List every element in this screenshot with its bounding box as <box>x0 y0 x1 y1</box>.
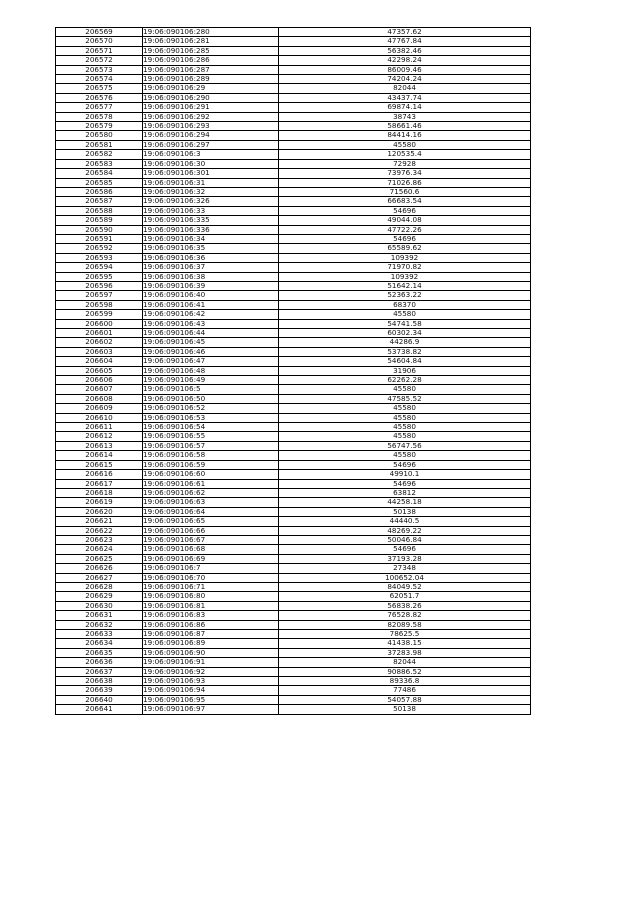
row-number-cell: 206629 <box>56 592 143 601</box>
row-number-cell: 206622 <box>56 526 143 535</box>
value-cell: 49044.08 <box>279 216 531 225</box>
table-row <box>56 582 531 591</box>
cadastral-number-cell: 19:06:090106:58 <box>143 451 279 460</box>
cadastral-number-cell: 19:06:090106:61 <box>143 479 279 488</box>
table-row <box>56 479 531 488</box>
row-number-cell: 206635 <box>56 648 143 657</box>
table-row <box>56 686 531 695</box>
table-row <box>56 498 531 507</box>
row-number-cell: 206586 <box>56 187 143 196</box>
row-number-cell: 206590 <box>56 225 143 234</box>
row-number-cell: 206639 <box>56 686 143 695</box>
row-number-cell: 206619 <box>56 498 143 507</box>
cadastral-number-cell: 19:06:090106:50 <box>143 394 279 403</box>
cadastral-number-cell: 19:06:090106:35 <box>143 244 279 253</box>
value-cell: 50138 <box>279 507 531 516</box>
table-row <box>56 677 531 686</box>
row-number-cell: 206569 <box>56 28 143 37</box>
value-cell: 109392 <box>279 253 531 262</box>
cadastral-number-cell: 19:06:090106:336 <box>143 225 279 234</box>
row-number-cell: 206576 <box>56 93 143 102</box>
table-row <box>56 404 531 413</box>
row-number-cell: 206614 <box>56 451 143 460</box>
value-cell: 47722.26 <box>279 225 531 234</box>
row-number-cell: 206613 <box>56 441 143 450</box>
table-row <box>56 517 531 526</box>
cadastral-number-cell: 19:06:090106:286 <box>143 56 279 65</box>
row-number-cell: 206587 <box>56 197 143 206</box>
cadastral-number-cell: 19:06:090106:92 <box>143 667 279 676</box>
value-cell: 68370 <box>279 300 531 309</box>
value-cell: 45580 <box>279 432 531 441</box>
value-cell: 71026.86 <box>279 178 531 187</box>
cadastral-number-cell: 19:06:090106:285 <box>143 46 279 55</box>
cadastral-number-cell: 19:06:090106:44 <box>143 329 279 338</box>
cadastral-number-cell: 19:06:090106:39 <box>143 281 279 290</box>
table-row <box>56 169 531 178</box>
table-row <box>56 347 531 356</box>
table-row <box>56 84 531 93</box>
cadastral-number-cell: 19:06:090106:291 <box>143 103 279 112</box>
table-row <box>56 281 531 290</box>
row-number-cell: 206588 <box>56 206 143 215</box>
cadastral-number-cell: 19:06:090106:65 <box>143 517 279 526</box>
table-row <box>56 526 531 535</box>
cadastral-number-cell: 19:06:090106:33 <box>143 206 279 215</box>
cadastral-number-cell: 19:06:090106:41 <box>143 300 279 309</box>
row-number-cell: 206603 <box>56 347 143 356</box>
cadastral-number-cell: 19:06:090106:81 <box>143 601 279 610</box>
value-cell: 27348 <box>279 564 531 573</box>
value-cell: 54696 <box>279 479 531 488</box>
table-row <box>56 705 531 714</box>
cadastral-number-cell: 19:06:090106:97 <box>143 705 279 714</box>
cadastral-number-cell: 19:06:090106:57 <box>143 441 279 450</box>
value-cell: 43437.74 <box>279 93 531 102</box>
value-cell: 82089.58 <box>279 620 531 629</box>
cadastral-number-cell: 19:06:090106:5 <box>143 385 279 394</box>
table-row <box>56 470 531 479</box>
table-row <box>56 695 531 704</box>
table-row <box>56 93 531 102</box>
table-row <box>56 187 531 196</box>
value-cell: 42298.24 <box>279 56 531 65</box>
row-number-cell: 206624 <box>56 545 143 554</box>
value-cell: 47357.62 <box>279 28 531 37</box>
cadastral-number-cell: 19:06:090106:3 <box>143 150 279 159</box>
row-number-cell: 206594 <box>56 263 143 272</box>
value-cell: 50138 <box>279 705 531 714</box>
value-cell: 86009.46 <box>279 65 531 74</box>
table-row <box>56 300 531 309</box>
table-row <box>56 554 531 563</box>
row-number-cell: 206628 <box>56 582 143 591</box>
value-cell: 45580 <box>279 451 531 460</box>
value-cell: 120535.4 <box>279 150 531 159</box>
row-number-cell: 206595 <box>56 272 143 281</box>
value-cell: 47767.84 <box>279 37 531 46</box>
cadastral-number-cell: 19:06:090106:301 <box>143 169 279 178</box>
value-cell: 58661.46 <box>279 122 531 131</box>
table-row <box>56 225 531 234</box>
row-number-cell: 206596 <box>56 281 143 290</box>
row-number-cell: 206630 <box>56 601 143 610</box>
table-row <box>56 601 531 610</box>
row-number-cell: 206637 <box>56 667 143 676</box>
cadastral-number-cell: 19:06:090106:37 <box>143 263 279 272</box>
cadastral-number-cell: 19:06:090106:67 <box>143 535 279 544</box>
cadastral-number-cell: 19:06:090106:289 <box>143 75 279 84</box>
table-row <box>56 150 531 159</box>
table-row <box>56 385 531 394</box>
cadastral-number-cell: 19:06:090106:89 <box>143 639 279 648</box>
table-row <box>56 639 531 648</box>
cadastral-number-cell: 19:06:090106:59 <box>143 460 279 469</box>
row-number-cell: 206620 <box>56 507 143 516</box>
row-number-cell: 206634 <box>56 639 143 648</box>
cadastral-number-cell: 19:06:090106:62 <box>143 488 279 497</box>
value-cell: 52363.22 <box>279 291 531 300</box>
cadastral-number-cell: 19:06:090106:63 <box>143 498 279 507</box>
table-row <box>56 507 531 516</box>
table-row <box>56 263 531 272</box>
row-number-cell: 206582 <box>56 150 143 159</box>
value-cell: 47585.52 <box>279 394 531 403</box>
cadastral-number-cell: 19:06:090106:64 <box>143 507 279 516</box>
table-row <box>56 535 531 544</box>
value-cell: 100652.04 <box>279 573 531 582</box>
row-number-cell: 206623 <box>56 535 143 544</box>
table-row <box>56 244 531 253</box>
row-number-cell: 206580 <box>56 131 143 140</box>
cadastral-number-cell: 19:06:090106:68 <box>143 545 279 554</box>
row-number-cell: 206584 <box>56 169 143 178</box>
row-number-cell: 206612 <box>56 432 143 441</box>
cadastral-number-cell: 19:06:090106:297 <box>143 140 279 149</box>
cadastral-number-cell: 19:06:090106:54 <box>143 423 279 432</box>
value-cell: 48269.22 <box>279 526 531 535</box>
value-cell: 54696 <box>279 460 531 469</box>
cadastral-number-cell: 19:06:090106:31 <box>143 178 279 187</box>
row-number-cell: 206578 <box>56 112 143 121</box>
table-row <box>56 545 531 554</box>
table-row <box>56 338 531 347</box>
value-cell: 62051.7 <box>279 592 531 601</box>
value-cell: 54696 <box>279 234 531 243</box>
cadastral-number-cell: 19:06:090106:29 <box>143 84 279 93</box>
value-cell: 41438.15 <box>279 639 531 648</box>
row-number-cell: 206583 <box>56 159 143 168</box>
value-cell: 77486 <box>279 686 531 695</box>
table-row <box>56 159 531 168</box>
table-row <box>56 112 531 121</box>
value-cell: 60302.34 <box>279 329 531 338</box>
row-number-cell: 206599 <box>56 310 143 319</box>
cadastral-number-cell: 19:06:090106:293 <box>143 122 279 131</box>
table-row <box>56 46 531 55</box>
table-row <box>56 611 531 620</box>
cadastral-number-cell: 19:06:090106:281 <box>143 37 279 46</box>
table-row <box>56 658 531 667</box>
cadastral-number-cell: 19:06:090106:91 <box>143 658 279 667</box>
row-number-cell: 206592 <box>56 244 143 253</box>
value-cell: 54696 <box>279 545 531 554</box>
table-row <box>56 75 531 84</box>
table-row <box>56 253 531 262</box>
value-cell: 62262.28 <box>279 376 531 385</box>
row-number-cell: 206581 <box>56 140 143 149</box>
cadastral-number-cell: 19:06:090106:90 <box>143 648 279 657</box>
table-row <box>56 488 531 497</box>
cadastral-number-cell: 19:06:090106:43 <box>143 319 279 328</box>
value-cell: 44286.9 <box>279 338 531 347</box>
row-number-cell: 206626 <box>56 564 143 573</box>
cadastral-number-cell: 19:06:090106:94 <box>143 686 279 695</box>
value-cell: 82044 <box>279 658 531 667</box>
row-number-cell: 206571 <box>56 46 143 55</box>
cadastral-value-table <box>55 27 531 715</box>
value-cell: 37193.28 <box>279 554 531 563</box>
cadastral-number-cell: 19:06:090106:60 <box>143 470 279 479</box>
value-cell: 49910.1 <box>279 470 531 479</box>
table-row <box>56 310 531 319</box>
value-cell: 72928 <box>279 159 531 168</box>
value-cell: 56838.26 <box>279 601 531 610</box>
cadastral-number-cell: 19:06:090106:48 <box>143 366 279 375</box>
row-number-cell: 206618 <box>56 488 143 497</box>
row-number-cell: 206632 <box>56 620 143 629</box>
table-body <box>56 28 531 715</box>
table-row <box>56 319 531 328</box>
row-number-cell: 206600 <box>56 319 143 328</box>
cadastral-number-cell: 19:06:090106:45 <box>143 338 279 347</box>
table-row <box>56 37 531 46</box>
value-cell: 45580 <box>279 413 531 422</box>
row-number-cell: 206617 <box>56 479 143 488</box>
table-row <box>56 65 531 74</box>
row-number-cell: 206641 <box>56 705 143 714</box>
cadastral-number-cell: 19:06:090106:40 <box>143 291 279 300</box>
value-cell: 71560.6 <box>279 187 531 196</box>
table-row <box>56 216 531 225</box>
cadastral-number-cell: 19:06:090106:49 <box>143 376 279 385</box>
table-row <box>56 573 531 582</box>
cadastral-number-cell: 19:06:090106:30 <box>143 159 279 168</box>
cadastral-number-cell: 19:06:090106:36 <box>143 253 279 262</box>
table-row <box>56 413 531 422</box>
row-number-cell: 206606 <box>56 376 143 385</box>
value-cell: 45580 <box>279 404 531 413</box>
value-cell: 90886.52 <box>279 667 531 676</box>
cadastral-number-cell: 19:06:090106:42 <box>143 310 279 319</box>
cadastral-number-cell: 19:06:090106:38 <box>143 272 279 281</box>
cadastral-number-cell: 19:06:090106:52 <box>143 404 279 413</box>
row-number-cell: 206610 <box>56 413 143 422</box>
row-number-cell: 206591 <box>56 234 143 243</box>
value-cell: 51642.14 <box>279 281 531 290</box>
row-number-cell: 206574 <box>56 75 143 84</box>
cadastral-number-cell: 19:06:090106:287 <box>143 65 279 74</box>
cadastral-number-cell: 19:06:090106:71 <box>143 582 279 591</box>
table-row <box>56 376 531 385</box>
row-number-cell: 206570 <box>56 37 143 46</box>
value-cell: 53738.82 <box>279 347 531 356</box>
table-row <box>56 234 531 243</box>
table-row <box>56 329 531 338</box>
row-number-cell: 206597 <box>56 291 143 300</box>
table-row <box>56 28 531 37</box>
table-row <box>56 667 531 676</box>
table-row <box>56 197 531 206</box>
value-cell: 38743 <box>279 112 531 121</box>
row-number-cell: 206625 <box>56 554 143 563</box>
cadastral-number-cell: 19:06:090106:87 <box>143 630 279 639</box>
table-row <box>56 620 531 629</box>
table-row <box>56 131 531 140</box>
row-number-cell: 206611 <box>56 423 143 432</box>
row-number-cell: 206607 <box>56 385 143 394</box>
cadastral-number-cell: 19:06:090106:7 <box>143 564 279 573</box>
value-cell: 50046.84 <box>279 535 531 544</box>
table-row <box>56 592 531 601</box>
cadastral-number-cell: 19:06:090106:34 <box>143 234 279 243</box>
row-number-cell: 206575 <box>56 84 143 93</box>
cadastral-number-cell: 19:06:090106:53 <box>143 413 279 422</box>
cadastral-number-cell: 19:06:090106:69 <box>143 554 279 563</box>
row-number-cell: 206598 <box>56 300 143 309</box>
row-number-cell: 206577 <box>56 103 143 112</box>
value-cell: 44258.18 <box>279 498 531 507</box>
value-cell: 44440.5 <box>279 517 531 526</box>
table-row <box>56 122 531 131</box>
table-row <box>56 140 531 149</box>
row-number-cell: 206602 <box>56 338 143 347</box>
table-row <box>56 366 531 375</box>
value-cell: 54604.84 <box>279 357 531 366</box>
cadastral-number-cell: 19:06:090106:32 <box>143 187 279 196</box>
cadastral-number-cell: 19:06:090106:80 <box>143 592 279 601</box>
value-cell: 56382.46 <box>279 46 531 55</box>
row-number-cell: 206572 <box>56 56 143 65</box>
cadastral-number-cell: 19:06:090106:46 <box>143 347 279 356</box>
row-number-cell: 206605 <box>56 366 143 375</box>
value-cell: 37283.98 <box>279 648 531 657</box>
value-cell: 71970.82 <box>279 263 531 272</box>
cadastral-number-cell: 19:06:090106:292 <box>143 112 279 121</box>
value-cell: 31906 <box>279 366 531 375</box>
row-number-cell: 206573 <box>56 65 143 74</box>
value-cell: 63812 <box>279 488 531 497</box>
table-row <box>56 648 531 657</box>
row-number-cell: 206589 <box>56 216 143 225</box>
cadastral-number-cell: 19:06:090106:326 <box>143 197 279 206</box>
value-cell: 66683.54 <box>279 197 531 206</box>
table-row <box>56 56 531 65</box>
value-cell: 54741.58 <box>279 319 531 328</box>
row-number-cell: 206608 <box>56 394 143 403</box>
row-number-cell: 206579 <box>56 122 143 131</box>
cadastral-number-cell: 19:06:090106:83 <box>143 611 279 620</box>
row-number-cell: 206640 <box>56 695 143 704</box>
value-cell: 84414.16 <box>279 131 531 140</box>
cadastral-number-cell: 19:06:090106:290 <box>143 93 279 102</box>
value-cell: 69874.14 <box>279 103 531 112</box>
table-row <box>56 423 531 432</box>
value-cell: 89336.8 <box>279 677 531 686</box>
row-number-cell: 206609 <box>56 404 143 413</box>
cadastral-number-cell: 19:06:090106:70 <box>143 573 279 582</box>
cadastral-number-cell: 19:06:090106:294 <box>143 131 279 140</box>
value-cell: 82044 <box>279 84 531 93</box>
table-row <box>56 206 531 215</box>
value-cell: 45580 <box>279 385 531 394</box>
row-number-cell: 206631 <box>56 611 143 620</box>
value-cell: 54057.88 <box>279 695 531 704</box>
cadastral-number-cell: 19:06:090106:95 <box>143 695 279 704</box>
cadastral-number-cell: 19:06:090106:55 <box>143 432 279 441</box>
table-row <box>56 291 531 300</box>
row-number-cell: 206615 <box>56 460 143 469</box>
table-row <box>56 394 531 403</box>
cadastral-number-cell: 19:06:090106:86 <box>143 620 279 629</box>
value-cell: 109392 <box>279 272 531 281</box>
table-row <box>56 432 531 441</box>
table-row <box>56 178 531 187</box>
value-cell: 65589.62 <box>279 244 531 253</box>
row-number-cell: 206627 <box>56 573 143 582</box>
row-number-cell: 206601 <box>56 329 143 338</box>
value-cell: 56747.56 <box>279 441 531 450</box>
row-number-cell: 206604 <box>56 357 143 366</box>
value-cell: 45580 <box>279 140 531 149</box>
cadastral-number-cell: 19:06:090106:335 <box>143 216 279 225</box>
table-row <box>56 451 531 460</box>
value-cell: 45580 <box>279 423 531 432</box>
value-cell: 54696 <box>279 206 531 215</box>
table-row <box>56 272 531 281</box>
value-cell: 74204.24 <box>279 75 531 84</box>
row-number-cell: 206585 <box>56 178 143 187</box>
cadastral-number-cell: 19:06:090106:280 <box>143 28 279 37</box>
row-number-cell: 206633 <box>56 630 143 639</box>
value-cell: 45580 <box>279 310 531 319</box>
value-cell: 73976.34 <box>279 169 531 178</box>
value-cell: 84049.52 <box>279 582 531 591</box>
table-row <box>56 630 531 639</box>
cadastral-number-cell: 19:06:090106:47 <box>143 357 279 366</box>
value-cell: 76528.82 <box>279 611 531 620</box>
table-row <box>56 564 531 573</box>
table-row <box>56 357 531 366</box>
table-row <box>56 460 531 469</box>
cadastral-number-cell: 19:06:090106:93 <box>143 677 279 686</box>
row-number-cell: 206638 <box>56 677 143 686</box>
row-number-cell: 206636 <box>56 658 143 667</box>
row-number-cell: 206593 <box>56 253 143 262</box>
table-row <box>56 103 531 112</box>
value-cell: 78625.5 <box>279 630 531 639</box>
table-row <box>56 441 531 450</box>
cadastral-number-cell: 19:06:090106:66 <box>143 526 279 535</box>
row-number-cell: 206616 <box>56 470 143 479</box>
row-number-cell: 206621 <box>56 517 143 526</box>
